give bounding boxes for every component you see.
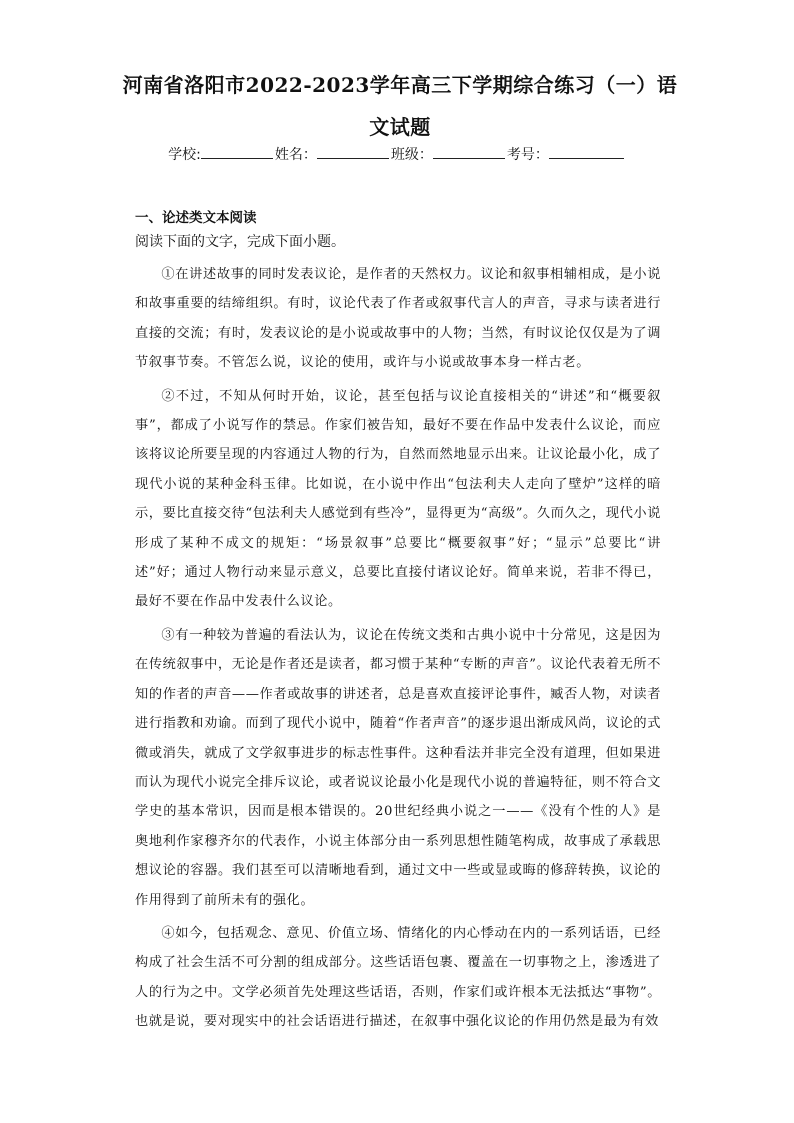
reading-passage <box>135 260 661 1041</box>
class-blank <box>433 144 505 159</box>
school-label: 学校: <box>168 147 201 163</box>
paragraph-2: ②不过，不知从何时开始，议论，甚至包括与议论直接相关的“讲述”和“概要叙事”，都成了小说写作的禁忌。作家们被告知，最好不要在作品中发表什么议论，而应该将议论所要呈现的内容通过人物的行为，自然而然地显示出来。让议论最小化，成了现代小说的某种金科玉律。比如说，在小说中作出“包法利夫人走向了壁炉”这样的暗示，要比直接交待“包法利夫人感觉到有些冷”，显得更为“高级”。久而久之，现代小说形成了某种不成文的规矩：“场景叙事”总要比“概要叙事”好；“显示”总要比“讲述”好；通过人物行动来显示意义，总要比直接付诸议论好。简单来说，若非不得已，最好不要在作品中发表什么议论。 <box>135 388 661 610</box>
student-info-line <box>0 144 794 165</box>
name-blank <box>317 144 389 159</box>
number-blank <box>549 144 624 159</box>
section-instruction: 阅读下面的文字，完成下面小题。 <box>135 234 345 250</box>
page-title: 河南省洛阳市2022-2023学年高三下学期综合练习（一）语文试题 <box>122 73 678 139</box>
paragraph-1: ①在讲述故事的同时发表议论，是作者的天然权力。议论和叙事相辅相成，是小说和故事重要的结缔组织。有时，议论代表了作者或叙事代言人的声音，寻求与读者进行直接的交流；有时，发表议论的是小说或故事中的人物；当然，有时议论仅仅是为了调节叙事节奏。不管怎么说，议论的使用，或许与小说或故事本身一样古老。 <box>135 267 661 371</box>
name-label: 姓名： <box>274 147 317 163</box>
section-heading: 一、论述类文本阅读 <box>135 210 257 226</box>
class-label: 班级： <box>390 147 433 163</box>
number-label: 考号： <box>506 147 549 163</box>
paragraph-3: ③有一种较为普遍的看法认为，议论在传统文类和古典小说中十分常见，这是因为在传统叙事中，无论是作者还是读者，都习惯于某种“专断的声音”。议论代表着无所不知的作者的声音——作者或故事的讲述者，总是喜欢直接评论事件，臧否人物，对读者进行指教和劝谕。而到了现代小说中，随着“作者声音”的逐步退出渐成风尚，议论的式微或消失，就成了文学叙事进步的标志性事件。这种看法并非完全没有道理，但如果进而认为现代小说完全排斥议论，或者说议论最小化是现代小说的普遍特征，则不符合文学史的基本常识，因而是根本错误的。20世纪经典小说之一——《没有个性的人》是奥地利作家穆齐尔的代表作，小说主体部分由一系列思想性随笔构成，故事成了承载思想议论的容器。我们甚至可以清晰地看到，通过文中一些或显或晦的修辞转换，议论的作用得到了前所未有的强化。 <box>135 627 661 908</box>
school-blank <box>201 144 273 159</box>
paragraph-4: ④如今，包括观念、意见、价值立场、情绪化的内心悸动在内的一系列话语，已经构成了社会生活不可分割的组成部分。这些话语包裹、覆盖在一切事物之上，渗透进了人的行为之中。文学必须首先处理这些话语，否则，作家们或许根本无法抵达“事物”。也就是说，要对现实中的社会话语进行描述，在叙事中强化议论的作用仍然是最为有效 <box>135 925 661 1030</box>
